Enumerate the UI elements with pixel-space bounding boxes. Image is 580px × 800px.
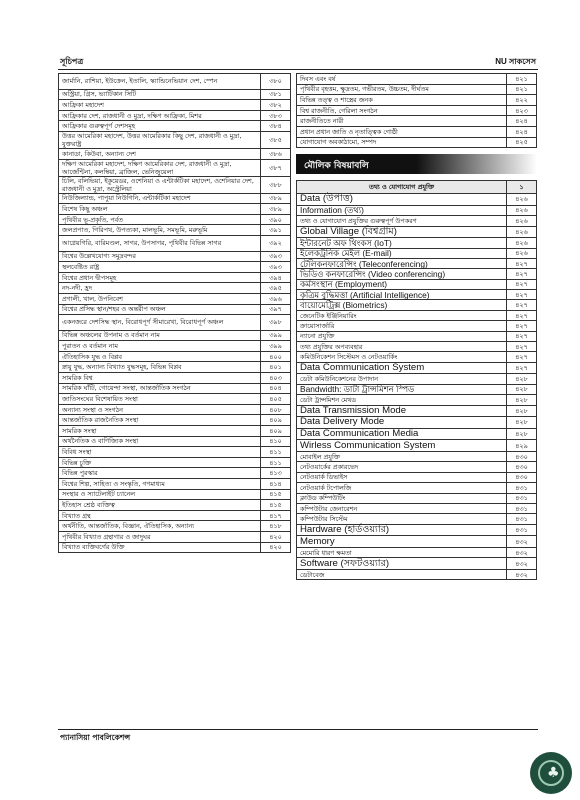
entry-page-number: ৪২৭ bbox=[507, 331, 537, 341]
table-row bbox=[297, 536, 537, 548]
entry-title: ইলেকট্রনিক মেইল (E-mail) bbox=[297, 248, 507, 258]
entry-title: আন্তর্জাতিক রাজনৈতিক সংস্থা bbox=[59, 415, 261, 426]
entry-title: ন্যানো প্রযুক্তি bbox=[297, 331, 507, 341]
entry-page-number: ৩৯৮ bbox=[261, 315, 291, 331]
entry-page-number: ৩৯৪ bbox=[261, 272, 291, 283]
table-row bbox=[297, 238, 537, 248]
watermark-logo bbox=[530, 752, 572, 794]
table-row bbox=[297, 137, 537, 148]
table-row bbox=[297, 503, 537, 513]
ict-subheading-number: ১ bbox=[507, 181, 537, 194]
table-row bbox=[59, 383, 291, 394]
entry-page-number: ৪৩১ bbox=[507, 493, 537, 503]
entry-title: Data Delivery Mode bbox=[297, 417, 507, 429]
entry-page-number: ৪৩১ bbox=[507, 503, 537, 513]
entry-page-number: ৪০১ bbox=[261, 362, 291, 373]
entry-title: সংস্থার ও স্যাটেলাইট চ্যানেল bbox=[59, 489, 261, 500]
entry-title: বিভিন্ন পুরস্কার bbox=[59, 468, 261, 479]
entry-page-number: ৪১৮ bbox=[261, 521, 291, 532]
entry-title: পৃথিবীর বৃহত্তম, ক্ষুদ্রতম, গভীরতম, উচ্চতম, দীর্ঘতম bbox=[297, 84, 507, 95]
entry-title: বিখ্যাত গ্রন্থ bbox=[59, 510, 261, 521]
entry-title: বিশ্বের প্রসিদ্ধ স্থান/শহর ও অন্তরীপ অঞ্চল bbox=[59, 304, 261, 315]
entry-title: যোগাযোগ অবকাঠামো, সম্পদ bbox=[297, 137, 507, 148]
entry-page-number: ৩৮৭ bbox=[261, 159, 291, 176]
table-row bbox=[59, 283, 291, 294]
entry-page-number: ৪০৯ bbox=[261, 415, 291, 426]
header-book-name: NU সাকসেস bbox=[495, 57, 536, 66]
table-row bbox=[59, 159, 291, 176]
table-row bbox=[59, 468, 291, 479]
entry-title: জাতিসংঘের বিশেষায়িত সংস্থা bbox=[59, 394, 261, 405]
table-row bbox=[59, 131, 291, 148]
table-row bbox=[59, 214, 291, 225]
table-row bbox=[59, 415, 291, 426]
entry-page-number: ৪২৭ bbox=[507, 300, 537, 310]
table-row bbox=[297, 395, 537, 405]
publisher-name: প্যানাসিয়া পাবলিকেশন্স bbox=[60, 733, 131, 742]
entry-title: Software (সফটওয়্যার) bbox=[297, 558, 507, 570]
table-row bbox=[297, 428, 537, 440]
table-row bbox=[59, 373, 291, 384]
entry-title: বিবিধ সংস্থা bbox=[59, 447, 261, 458]
entry-page-number: ৪৩২ bbox=[507, 547, 537, 557]
entry-page-number: ৪১৫ bbox=[261, 500, 291, 511]
entry-page-number: ৩৮২ bbox=[261, 100, 291, 111]
table-row bbox=[297, 258, 537, 268]
table-row bbox=[59, 479, 291, 490]
entry-page-number: ৪২৭ bbox=[507, 279, 537, 289]
entry-page-number: ৪২৪ bbox=[507, 116, 537, 127]
entry-page-number: ৪২২ bbox=[507, 95, 537, 106]
entry-title: কম্পিউটার জেনারেশন bbox=[297, 503, 507, 513]
table-row bbox=[297, 84, 537, 95]
entry-page-number: ৩৯৫ bbox=[261, 283, 291, 294]
table-row bbox=[297, 569, 537, 579]
entry-page-number: ৩৮১ bbox=[261, 89, 291, 100]
table-row bbox=[59, 293, 291, 304]
entry-title: Data Communication System bbox=[297, 362, 507, 374]
entry-title: নেটওয়ার্ক টপোলজি bbox=[297, 483, 507, 493]
page-footer bbox=[58, 729, 538, 742]
entry-title: Bandwidth: ডাটা ট্রান্সমিশন স্পিড bbox=[297, 384, 507, 394]
entry-title: ডেটা কমিউনিকেশনের উপাদান bbox=[297, 374, 507, 384]
entry-page-number: ৩৯৩ bbox=[261, 262, 291, 273]
entry-title: বিশ্বের প্রধান দ্বীপসমূহ bbox=[59, 272, 261, 283]
entry-title: একনজরে দেশসিদ্ধ স্থান, বিরোধপূর্ণ সীমারেখা, বিরোধপূর্ণ অঞ্চল bbox=[59, 315, 261, 331]
table-row bbox=[59, 304, 291, 315]
entry-page-number: ৪২১ bbox=[507, 84, 537, 95]
table-row bbox=[297, 116, 537, 127]
table-row bbox=[59, 457, 291, 468]
ict-contents-table bbox=[296, 180, 537, 580]
entry-page-number: ৪২৯ bbox=[507, 440, 537, 452]
table-row bbox=[59, 351, 291, 362]
table-row bbox=[59, 447, 291, 458]
section-header bbox=[296, 154, 537, 176]
entry-title: পৃথিবীর ভূ-প্রকৃতি, পর্বত bbox=[59, 214, 261, 225]
table-row bbox=[59, 235, 291, 251]
entry-page-number: ৩৯০ bbox=[261, 214, 291, 225]
table-row bbox=[297, 248, 537, 258]
table-row bbox=[297, 300, 537, 310]
entry-page-number: ৪১১ bbox=[261, 447, 291, 458]
entry-title: রাজনীতিতে নারী bbox=[297, 116, 507, 127]
entry-page-number: ৪২৪ bbox=[507, 126, 537, 137]
entry-title: মেমোরি ধারণ ক্ষমতা bbox=[297, 547, 507, 557]
entry-title: পৃথিবীর বিখ্যাত গ্রন্থাগার ও জাদুঘর bbox=[59, 531, 261, 542]
entry-title: বিশ্বের উল্লেখযোগ্য সমুদ্রবন্দর bbox=[59, 251, 261, 262]
table-row bbox=[59, 436, 291, 447]
entry-title: Global Village (বিশ্বগ্রাম) bbox=[297, 226, 507, 238]
entry-page-number: ৪২১ bbox=[507, 74, 537, 85]
table-row bbox=[59, 121, 291, 132]
left-column bbox=[58, 73, 291, 553]
entry-title: ইতিহাস শ্রেষ্ঠ ব্যক্তিত্ব bbox=[59, 500, 261, 511]
entry-page-number: ৪২৭ bbox=[507, 290, 537, 300]
table-row bbox=[297, 74, 537, 85]
table-row bbox=[297, 405, 537, 417]
entry-title: বিভিন্ন তত্ত্ব ও শাস্ত্রের জনক bbox=[297, 95, 507, 106]
entry-title: জেনেটিক ইঞ্জিনিয়ারিং bbox=[297, 310, 507, 320]
entry-page-number: ৪১০ bbox=[261, 436, 291, 447]
entry-page-number: ৪০৪ bbox=[261, 383, 291, 394]
entry-title: মোবাইল প্রযুক্তি bbox=[297, 451, 507, 461]
entry-title: Data Communication Media bbox=[297, 428, 507, 440]
entry-page-number: ৪৩২ bbox=[507, 558, 537, 570]
section-title: মৌলিক বিষয়াবলি bbox=[304, 161, 369, 172]
right-column bbox=[296, 73, 537, 580]
table-row bbox=[59, 362, 291, 373]
table-row bbox=[297, 483, 537, 493]
entry-page-number: ৪২৮ bbox=[507, 405, 537, 417]
entry-title: বিশ্বের শিল্প, সাহিত্য ও সংস্কৃতি, গণমাধ্যম bbox=[59, 479, 261, 490]
table-row bbox=[59, 89, 291, 100]
entry-page-number: ৪২৮ bbox=[507, 395, 537, 405]
entry-page-number: ৪২৬ bbox=[507, 205, 537, 215]
entry-title: নদ-নদী, হ্রদ bbox=[59, 283, 261, 294]
table-row bbox=[59, 426, 291, 437]
entry-page-number: ৪১১ bbox=[261, 457, 291, 468]
entry-title: নিউজিল্যান্ড, পাপুয়া নিউগিনি, এন্টার্কটিকা মহাদেশ bbox=[59, 193, 261, 204]
table-row bbox=[59, 315, 291, 331]
entry-page-number: ৪০৮ bbox=[261, 404, 291, 415]
entry-page-number: ৪২০ bbox=[261, 542, 291, 553]
entry-title: Data (উপাত্ত) bbox=[297, 194, 507, 206]
header-title: সূচিপত্র bbox=[60, 57, 84, 66]
table-row bbox=[59, 225, 291, 236]
entry-title: সামরিক বিশ্ব bbox=[59, 373, 261, 384]
table-row bbox=[297, 126, 537, 137]
entry-title: ডেটা ট্রান্সমিশন মেথড bbox=[297, 395, 507, 405]
entry-title: জলপ্রপাত, গিরিপথ, উপত্যকা, মালভূমি, সমভূমি, মরুভূমি bbox=[59, 225, 261, 236]
entry-page-number: ৪২৭ bbox=[507, 342, 537, 352]
entry-page-number: ৩৯৯ bbox=[261, 341, 291, 352]
ict-subheading-row bbox=[297, 181, 537, 194]
entry-title: নেটওয়ার্কের প্রকারভেদ bbox=[297, 462, 507, 472]
entry-page-number: ৩৮৬ bbox=[261, 148, 291, 159]
table-row bbox=[59, 262, 291, 273]
table-row bbox=[59, 204, 291, 215]
entry-page-number: ৪০৯ bbox=[261, 426, 291, 437]
entry-page-number: ৪২৬ bbox=[507, 238, 537, 248]
entry-page-number: ৪২৭ bbox=[507, 258, 537, 268]
entry-page-number: ৩৮৮ bbox=[261, 176, 291, 193]
table-row bbox=[297, 279, 537, 289]
entry-title: কানাডা, কিউবা, অন্যান্য দেশ bbox=[59, 148, 261, 159]
entry-page-number: ৪২৭ bbox=[507, 352, 537, 362]
table-row bbox=[59, 510, 291, 521]
entry-page-number: ৩৮৫ bbox=[261, 131, 291, 148]
entry-title: স্নায়ু যুদ্ধ, অন্যান্য বিখ্যাত যুদ্ধসমূহ, বিভিন্ন বিপ্লব bbox=[59, 362, 261, 373]
table-row bbox=[59, 500, 291, 511]
table-row bbox=[297, 216, 537, 226]
entry-title: কর্মসংস্থান (Employment) bbox=[297, 279, 507, 289]
entry-title: কম্পিউটার সিস্টেম bbox=[297, 514, 507, 524]
entry-title: Hardware (হার্ডওয়্যার) bbox=[297, 524, 507, 536]
entry-title: ক্লাউড কম্পিউটিং bbox=[297, 493, 507, 503]
entry-page-number: ৪১৪ bbox=[261, 479, 291, 490]
entry-page-number: ৪৩০ bbox=[507, 462, 537, 472]
entry-page-number: ৪১৫ bbox=[261, 489, 291, 500]
entry-title: স্থলবেষ্টিত রাষ্ট্র bbox=[59, 262, 261, 273]
table-row bbox=[297, 547, 537, 557]
table-row bbox=[297, 290, 537, 300]
table-row bbox=[59, 531, 291, 542]
table-row bbox=[297, 205, 537, 215]
table-row bbox=[297, 331, 537, 341]
entry-page-number: ৩৯১ bbox=[261, 225, 291, 236]
table-row bbox=[297, 558, 537, 570]
table-row bbox=[297, 362, 537, 374]
entry-page-number: ৪৩১ bbox=[507, 524, 537, 536]
table-row bbox=[59, 272, 291, 283]
entry-page-number: ৪২৭ bbox=[507, 321, 537, 331]
entry-title: অন্যান্য সংস্থা ও সংগঠন bbox=[59, 404, 261, 415]
table-row bbox=[59, 330, 291, 341]
table-row bbox=[297, 321, 537, 331]
table-row bbox=[297, 269, 537, 279]
table-row bbox=[297, 384, 537, 394]
table-row bbox=[59, 74, 291, 90]
table-row bbox=[59, 341, 291, 352]
table-row bbox=[297, 524, 537, 536]
entry-page-number: ৪২৬ bbox=[507, 216, 537, 226]
entry-page-number: ৪২৩ bbox=[507, 105, 537, 116]
entry-page-number: ৪২৮ bbox=[507, 374, 537, 384]
entry-page-number: ৪২৭ bbox=[507, 362, 537, 374]
entry-title: বায়োমেট্রিক্স (Biometrics) bbox=[297, 300, 507, 310]
table-row bbox=[297, 226, 537, 238]
entry-title: প্রধান প্রধান জাতি ও নৃতাত্ত্বিক গোষ্ঠী bbox=[297, 126, 507, 137]
entry-page-number: ৩৮৩ bbox=[261, 110, 291, 121]
entry-title: টেলিকনফারেন্সিং (Teleconferencing) bbox=[297, 258, 507, 268]
entry-title: আফ্রিকার দেশ, রাজধানী ও মুদ্রা, দক্ষিণ আফ্রিকা, মিশর bbox=[59, 110, 261, 121]
entry-title: অর্থনীতি, আন্তর্জাতিক, বিজ্ঞান, ঐতিহাসিক, অন্যান্য bbox=[59, 521, 261, 532]
table-row bbox=[297, 493, 537, 503]
table-row bbox=[59, 193, 291, 204]
logo-tree-icon: ♣ bbox=[547, 765, 560, 781]
table-row bbox=[297, 342, 537, 352]
entry-page-number: ৪২৫ bbox=[507, 137, 537, 148]
entry-page-number: ৪২০ bbox=[261, 531, 291, 542]
entry-page-number: ৪২৬ bbox=[507, 226, 537, 238]
entry-page-number: ৪৩১ bbox=[507, 483, 537, 493]
entry-title: বিশেষ কিছু অঞ্চল bbox=[59, 204, 261, 215]
entry-title: ঐতিহাসিক যুদ্ধ ও বিপ্লব bbox=[59, 351, 261, 362]
entry-title: চিলি, বলিভিয়া, ইকুয়েডর, ওশেনিয়া ও এন্টার্কটিকা মহাদেশ, ওশেনিয়ার দেশ, রাজধানী ও মুদ্রা, অস্ট্রেলিয়া bbox=[59, 176, 261, 193]
entry-page-number: ৩৯৬ bbox=[261, 293, 291, 304]
entry-page-number: ৪৩১ bbox=[507, 514, 537, 524]
entry-page-number: ৩৯৩ bbox=[261, 251, 291, 262]
entry-page-number: ৪২৮ bbox=[507, 428, 537, 440]
entry-title: উত্তর আমেরিকা মহাদেশ, উত্তর আমেরিকার কিছু দেশ, রাজধানী ও মুদ্রা, যুক্তরাষ্ট্র bbox=[59, 131, 261, 148]
entry-title: অর্থনৈতিক ও বাণিজ্যিক সংস্থা bbox=[59, 436, 261, 447]
entry-page-number: ৪৩০ bbox=[507, 472, 537, 482]
entry-title: তথ্য ও যোগাযোগ প্রযুক্তির গুরুত্বপূর্ণ উপকরণ bbox=[297, 216, 507, 226]
table-row bbox=[297, 95, 537, 106]
table-row bbox=[297, 417, 537, 429]
table-row bbox=[59, 148, 291, 159]
entry-page-number: ৪০৫ bbox=[261, 394, 291, 405]
table-row bbox=[297, 462, 537, 472]
entry-title: সামরিক ঘাঁটি, গোয়েন্দা সংস্থা, আন্তর্জাতিক সংগঠন bbox=[59, 383, 261, 394]
entry-title: বিভিন্ন অঞ্চলের উপনাম ও বর্তমান নাম bbox=[59, 330, 261, 341]
entry-page-number: ৪২৮ bbox=[507, 417, 537, 429]
table-row bbox=[297, 352, 537, 362]
entry-page-number: ৪২৭ bbox=[507, 269, 537, 279]
entry-title: আফ্রিকার গুরুত্বপূর্ণ দেশসমূহ bbox=[59, 121, 261, 132]
entry-title: অস্ট্রিয়া, গ্রিস, ভ্যাটিকান সিটি bbox=[59, 89, 261, 100]
table-row bbox=[59, 489, 291, 500]
entry-page-number: ৪২৬ bbox=[507, 248, 537, 258]
entry-page-number: ৩৮৯ bbox=[261, 204, 291, 215]
table-row bbox=[297, 374, 537, 384]
entry-page-number: ৪৩০ bbox=[507, 451, 537, 461]
entry-title: ভিডিও কনফারেন্সিং (Video conferencing) bbox=[297, 269, 507, 279]
entry-page-number: ৪২৭ bbox=[507, 310, 537, 320]
entry-title: বিশ্ব রাজনীতি, গেরিলা সংগঠন bbox=[297, 105, 507, 116]
table-row bbox=[297, 440, 537, 452]
entry-title: বিখ্যাত ব্যক্তিবর্গের উক্তি bbox=[59, 542, 261, 553]
entry-title: প্রণালী, খাল, উপনিবেশ bbox=[59, 293, 261, 304]
table-row bbox=[297, 451, 537, 461]
table-row bbox=[59, 176, 291, 193]
entry-title: তথ্য প্রযুক্তির অপব্যবহার bbox=[297, 342, 507, 352]
entry-page-number: ৩৯২ bbox=[261, 235, 291, 251]
table-row bbox=[59, 542, 291, 553]
entry-title: সামরিক সংস্থা bbox=[59, 426, 261, 437]
entry-title: কৃত্রিম বুদ্ধিমত্তা (Artificial Intelligence) bbox=[297, 290, 507, 300]
table-row bbox=[297, 514, 537, 524]
entry-page-number: ৩৮০ bbox=[261, 74, 291, 90]
entry-title: Memory bbox=[297, 536, 507, 548]
entry-title: Information (তথ্য) bbox=[297, 205, 507, 215]
entry-title: ইন্টারনেট অফ থিংকস (IoT) bbox=[297, 238, 507, 248]
entry-title: Data Transmission Mode bbox=[297, 405, 507, 417]
page-header bbox=[58, 56, 538, 70]
entry-page-number: ৪৩২ bbox=[507, 569, 537, 579]
table-row bbox=[59, 251, 291, 262]
table-row bbox=[59, 394, 291, 405]
entry-title: পুরাতন ও বর্তমান নাম bbox=[59, 341, 261, 352]
entry-title: কমিউনিকেশন সিস্টেমস ও নেটওয়ার্কিং bbox=[297, 352, 507, 362]
table-row bbox=[59, 521, 291, 532]
entry-title: আগ্নেয়গিরি, বারিমণ্ডল, সাগর, উপসাগর, পৃথিবীর বিভিন্ন সাগর bbox=[59, 235, 261, 251]
entry-title: Wirless Communication System bbox=[297, 440, 507, 452]
entry-page-number: ৪১৩ bbox=[261, 468, 291, 479]
table-row bbox=[59, 110, 291, 121]
entry-title: আফ্রিকা মহাদেশ bbox=[59, 100, 261, 111]
entry-title: ডেটাবেজ bbox=[297, 569, 507, 579]
table-row bbox=[297, 194, 537, 206]
right-contents-table bbox=[296, 73, 537, 148]
entry-page-number: ৪১৭ bbox=[261, 510, 291, 521]
ict-subheading-title: তথ্য ও যোগাযোগ প্রযুক্তি bbox=[297, 181, 507, 194]
table-row bbox=[59, 404, 291, 415]
entry-page-number: ৪২৬ bbox=[507, 194, 537, 206]
table-row bbox=[297, 310, 537, 320]
entry-page-number: ৪৩২ bbox=[507, 536, 537, 548]
entry-title: ক্রায়োসার্জারি bbox=[297, 321, 507, 331]
entry-page-number: ৩৯৭ bbox=[261, 304, 291, 315]
entry-title: বিভিন্ন চুক্তি bbox=[59, 457, 261, 468]
table-row bbox=[297, 105, 537, 116]
entry-title: দক্ষিণ আমেরিকা মহাদেশ, দক্ষিণ আমেরিকার দেশ, রাজধানী ও মুদ্রা, আর্জেন্টিনা, কলম্বিয়া, ব্রাজিল, ভেনিজুয়েলা bbox=[59, 159, 261, 176]
entry-page-number: ৪০০ bbox=[261, 351, 291, 362]
entry-title: দিবস এবং বর্ষ bbox=[297, 74, 507, 85]
entry-page-number: ৩৮৯ bbox=[261, 193, 291, 204]
entry-page-number: ৩৮৪ bbox=[261, 121, 291, 132]
entry-title: জার্মানি, রাশিয়া, ইউক্রেন, ইতালি, স্ক্যান্ডিনেভিয়ান দেশ, স্পেন bbox=[59, 74, 261, 90]
entry-page-number: ৩৯৯ bbox=[261, 330, 291, 341]
entry-page-number: ৪০৩ bbox=[261, 373, 291, 384]
logo-ring bbox=[538, 760, 564, 786]
table-row bbox=[297, 472, 537, 482]
left-contents-table bbox=[58, 73, 291, 553]
table-row bbox=[59, 100, 291, 111]
entry-title: নেটওয়ার্ক ডিভাইস bbox=[297, 472, 507, 482]
entry-page-number: ৪২৮ bbox=[507, 384, 537, 394]
